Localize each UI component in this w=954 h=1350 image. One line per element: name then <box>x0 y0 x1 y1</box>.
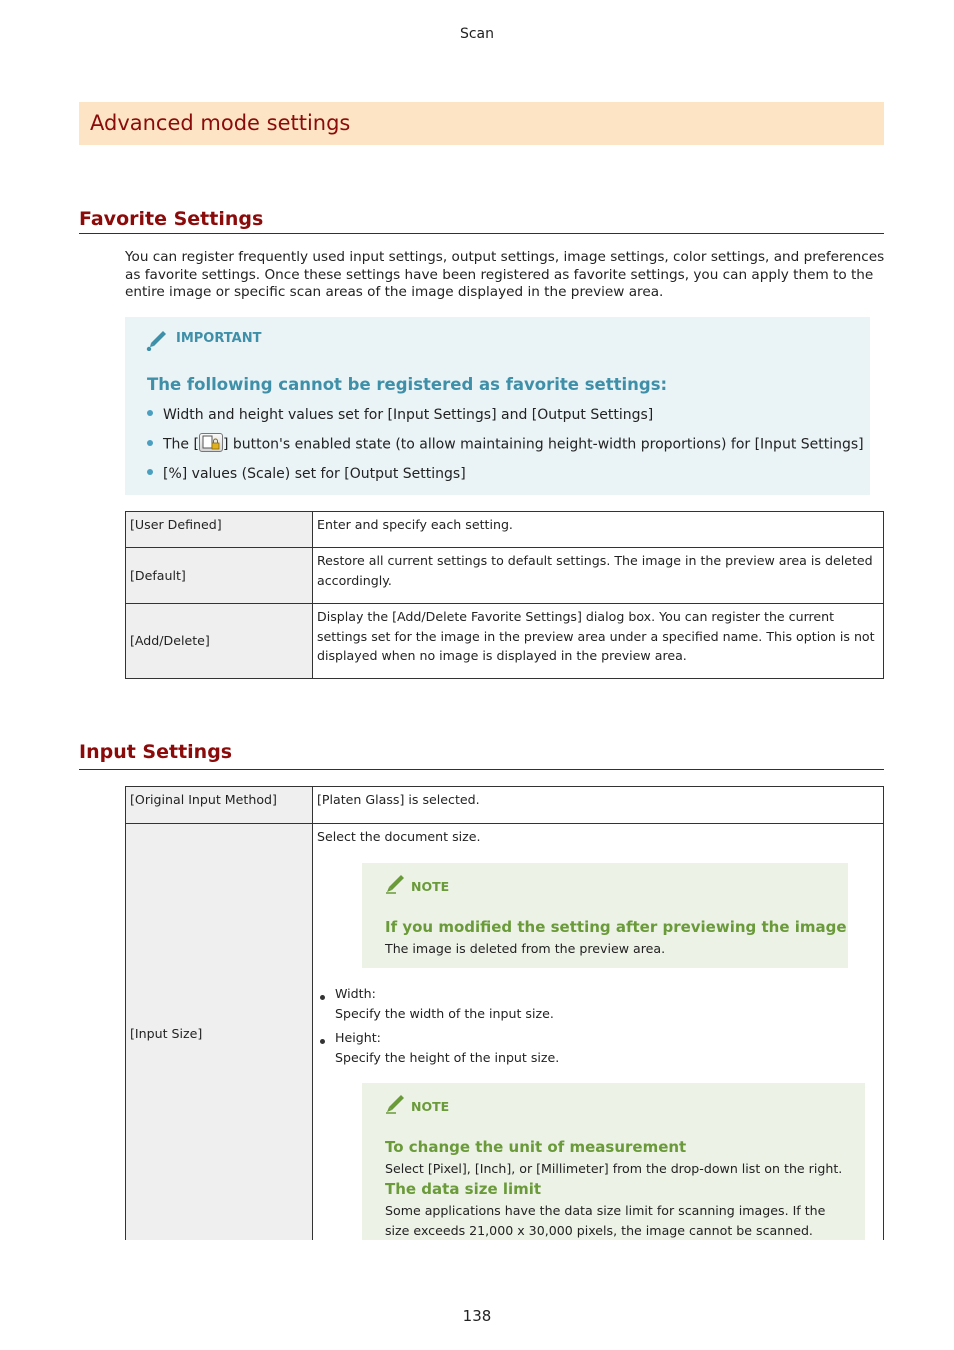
important-callout <box>125 317 870 495</box>
note-label: NOTE <box>411 879 450 894</box>
bullet-text: [%] values (Scale) set for [Output Settings] <box>163 466 466 482</box>
table-value: [Platen Glass] is selected. <box>313 787 884 824</box>
width-label: Width: <box>335 986 376 1001</box>
table-value <box>313 824 884 1241</box>
height-label: Height: <box>335 1030 381 1045</box>
table-value: Enter and specify each setting. <box>313 512 884 548</box>
bullet-dot <box>320 1039 325 1044</box>
bullet-text: ] button's enabled state (to allow maintaining height-width proportions) for [Input Settings] <box>222 436 864 453</box>
table-key: [Input Size] <box>126 824 313 1241</box>
page-title: Advanced mode settings <box>79 102 884 145</box>
note-heading: If you modified the setting after previewing the image <box>385 918 847 936</box>
note-label: NOTE <box>411 1099 450 1114</box>
aspect-lock-icon <box>199 433 223 452</box>
table-value: Display the [Add/Delete Favorite Settings] dialog box. You can register the current settings set for the image in the preview area under a specified name. This option is not displayed when no image is displayed in the preview area. <box>313 604 884 679</box>
bullet-dot <box>320 995 325 1000</box>
bullet-dot <box>147 410 153 416</box>
pen-icon <box>384 1093 406 1115</box>
important-label: IMPORTANT <box>176 331 262 346</box>
favorite-intro: You can register frequently used input settings, output settings, image settings, color settings, and preferences as favorite settings. Once these settings have been registered as favorite settings, you can apply them to the entire image or specific scan areas of the image displayed in the preview area. <box>125 249 885 300</box>
note-callout <box>362 863 848 968</box>
table-row <box>126 548 884 604</box>
table-value: Restore all current settings to default settings. The image in the preview area is deleted accordingly. <box>313 548 884 604</box>
favorite-settings-table <box>125 511 884 679</box>
table-row <box>126 787 884 824</box>
width-text: Specify the width of the input size. <box>335 1006 554 1021</box>
list-item <box>147 407 653 423</box>
input-size-cell <box>317 827 879 1240</box>
input-settings-table <box>125 786 884 1240</box>
note-callout <box>362 1083 865 1240</box>
bullet-dot <box>147 469 153 475</box>
table-key: [User Defined] <box>126 512 313 548</box>
favorite-settings-heading: Favorite Settings <box>79 208 884 234</box>
note-text: size exceeds 21,000 x 30,000 pixels, the image cannot be scanned. <box>385 1223 813 1238</box>
bullet-text: Width and height values set for [Input Settings] and [Output Settings] <box>163 407 654 423</box>
bullet-text-prefix: The [ <box>163 436 199 453</box>
table-row <box>126 604 884 679</box>
page-number: 138 <box>462 1307 492 1325</box>
pen-icon <box>146 329 168 351</box>
input-settings-table-wrap <box>125 786 885 1240</box>
note-heading: The data size limit <box>385 1180 542 1198</box>
running-header: Scan <box>459 26 495 42</box>
note-text: Select [Pixel], [Inch], or [Millimeter] from the drop-down list on the right. <box>385 1161 843 1176</box>
input-size-intro: Select the document size. <box>317 829 481 844</box>
note-text: Some applications have the data size limit for scanning images. If the <box>385 1203 826 1218</box>
input-settings-heading: Input Settings <box>79 741 884 770</box>
list-item <box>147 435 864 454</box>
table-row <box>126 824 884 1241</box>
height-text: Specify the height of the input size. <box>335 1050 560 1065</box>
note-heading: To change the unit of measurement <box>385 1138 687 1156</box>
pen-icon <box>384 873 406 895</box>
table-row <box>126 512 884 548</box>
important-heading: The following cannot be registered as favorite settings: <box>147 375 668 394</box>
bullet-dot <box>147 440 153 446</box>
table-key: [Add/Delete] <box>126 604 313 679</box>
table-key: [Original Input Method] <box>126 787 313 824</box>
note-text: The image is deleted from the preview area. <box>385 941 666 956</box>
list-item <box>147 466 466 482</box>
table-key: [Default] <box>126 548 313 604</box>
